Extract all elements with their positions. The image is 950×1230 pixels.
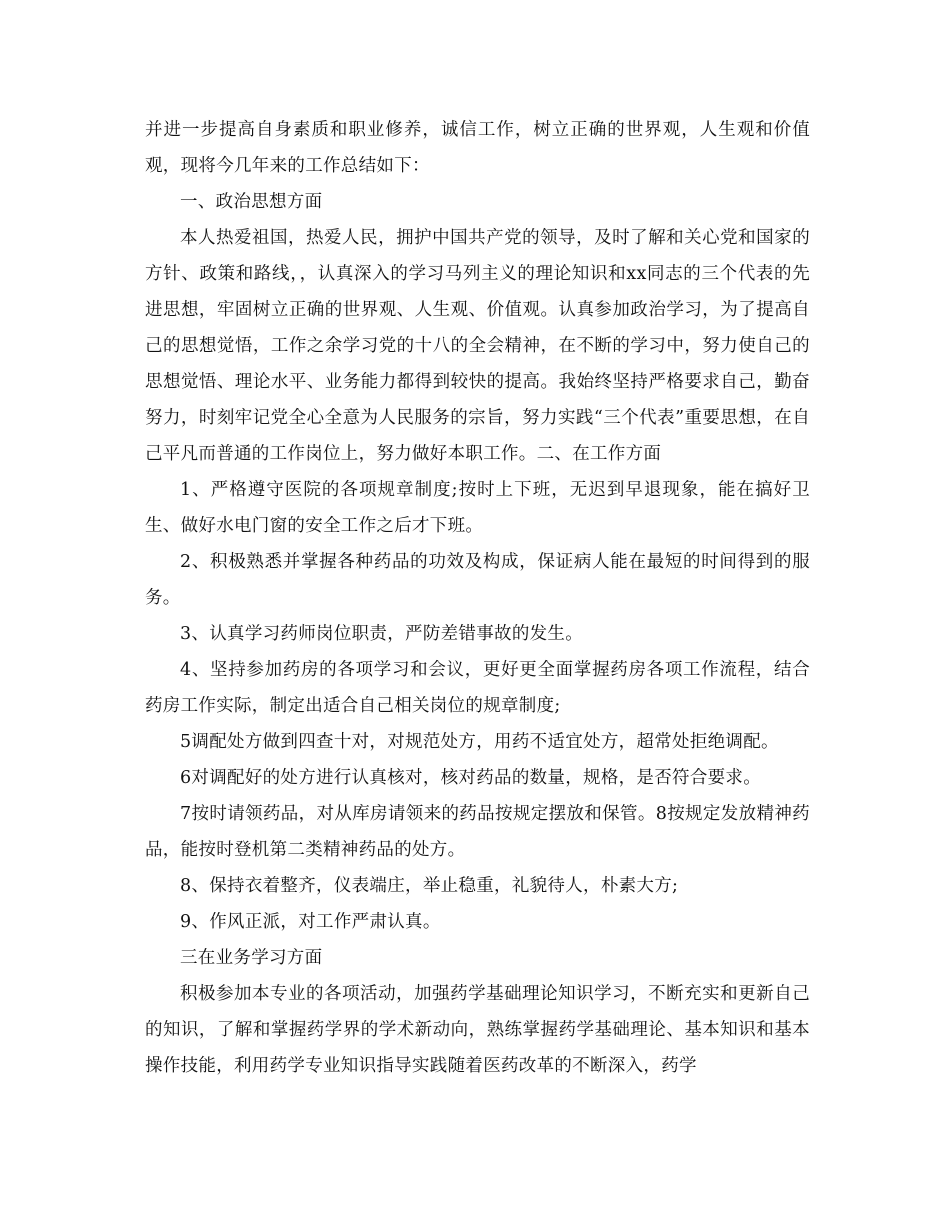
list-item-9: 9、作风正派，对工作严肃认真。 <box>180 912 441 932</box>
list-item-2: 2、积极熟悉并掌握各种药品的功效及构成，保证病人能在最短的时间得到的服务。 <box>145 552 810 608</box>
list-item-4: 4、坚持参加药房的各项学习和会议，更好更全面掌握药房各项工作流程，结合药房工作实际，制定出适合自己相关岗位的规章制度; <box>145 660 810 716</box>
list-item-7: 7按时请领药品，对从库房请领来的药品按规定摆放和保管。8按规定发放精神药品，能按时登机第二类精神药品的处方。 <box>145 804 810 860</box>
heading-professional-study: 三在业务学习方面 <box>180 948 323 968</box>
list-item-6: 6对调配好的处方进行认真核对，核对药品的数量，规格，是否符合要求。 <box>180 768 762 788</box>
heading-political-thought: 一、政治思想方面 <box>180 192 323 212</box>
paragraph-intro: 并进一步提高自身素质和职业修养，诚信工作，树立正确的世界观，人生观和价值观，现将今几年来的工作总结如下： <box>145 120 810 176</box>
list-item-3: 3、认真学习药师岗位职责，严防差错事故的发生。 <box>180 624 584 644</box>
paragraph-political-thought: 本人热爱祖国，热爱人民，拥护中国共产党的领导，及时了解和关心党和国家的方针、政策和路线，，认真深入的学习马列主义的理论知识和xx同志的三个代表的先进思想，牢固树立正确的世界观、人生观、价值观。认真参加政治学习，为了提高自己的思想觉悟，工作之余学习党的十八的全会精神，在不断的学习中，努力使自己的思想觉悟、理论水平、业务能力都得到较快的提高。我始终坚持严格要求自己，勤奋努力，时刻牢记党全心全意为人民服务的宗旨，努力实践“三个代表”重要思想，在自己平凡而普通的工作岗位上，努力做好本职工作。二、在工作方面 <box>145 228 810 464</box>
paragraph-professional-study: 积极参加本专业的各项活动，加强药学基础理论知识学习，不断充实和更新自己的知识，了解和掌握药学界的学术新动向，熟练掌握药学基础理论、基本知识和基本操作技能，利用药学专业知识指导实践随着医药改革的不断深入，药学 <box>145 984 810 1076</box>
list-item-5: 5调配处方做到四查十对，对规范处方，用药不适宜处方，超常处拒绝调配。 <box>180 732 779 752</box>
list-item-8: 8、保持衣着整齐，仪表端庄，举止稳重，礼貌待人，朴素大方; <box>180 876 679 896</box>
list-item-1: 1、严格遵守医院的各项规章制度;按时上下班，无迟到早退现象，能在搞好卫生、做好水电门窗的安全工作之后才下班。 <box>145 480 810 536</box>
document-body <box>145 112 810 1084</box>
